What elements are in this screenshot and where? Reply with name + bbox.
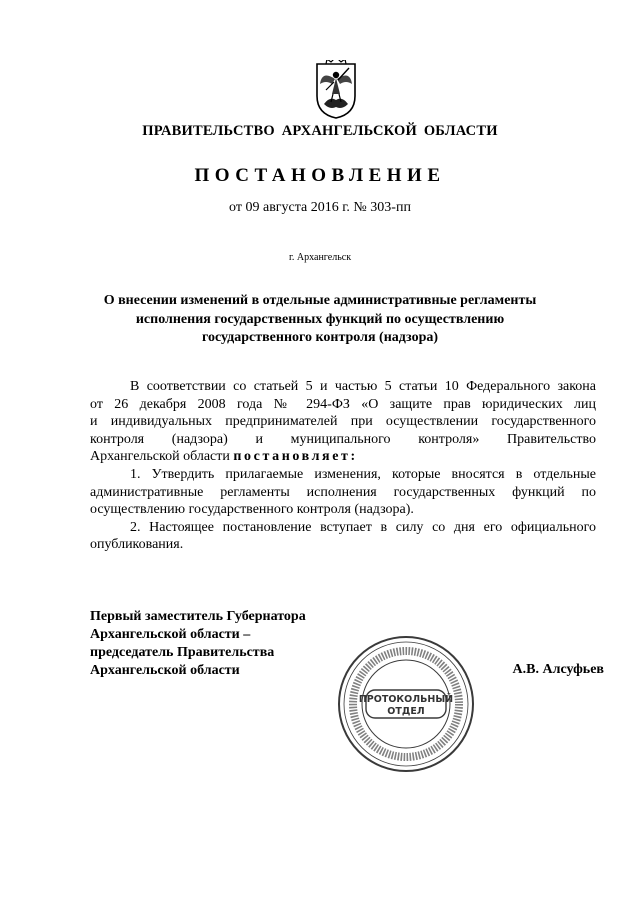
item-2: 2. Настоящее постановление вступает в силу со дня его официального опубликования. [90,519,596,553]
document-date-number: от 09 августа 2016 г. № 303-пп [229,200,411,215]
signer-position-line: председатель Правительства [90,645,275,660]
preamble-line: и индивидуальных предпринимателей при осуществлении государственного [90,414,596,430]
signer-name: А.В. Алсуфьев [512,662,604,677]
preamble-last-line [90,448,596,466]
item-1: 1. Утвердить прилагаемые изменения, которые вносятся в отдельные административные регламенты исполнения государственных функций по осуществлению государственного контроля (надзора). [90,466,596,518]
subject-line: исполнения государственных функций по осуществлению [135,311,505,327]
seal-center-line: ОТДЕЛ [387,706,425,717]
signer-position-line: Архангельской области – [90,627,251,642]
subject-line: О внесении изменений в отдельные административные регламенты [103,293,537,308]
official-seal-icon [336,634,476,774]
signer-position-line: Первый заместитель Губернатора [90,609,306,624]
preamble-line: от 26 декабря 2008 года № 294-ФЗ «О защите прав юридических лиц [90,396,596,412]
signer-position-line: Архангельской области [90,663,240,678]
subject-line: государственного контроля (надзора) [201,330,439,345]
government-name: ПРАВИТЕЛЬСТВО АРХАНГЕЛЬСКОЙ ОБЛАСТИ [142,123,498,139]
seal-center-line: ПРОТОКОЛЬНЫЙ [358,694,454,705]
preamble-prefix: Архангельской области [90,449,230,465]
document-type: ПОСТАНОВЛЕНИЕ [194,165,446,186]
resolves-colon: : [350,449,356,465]
preamble-line: В соответствии со статьей 5 и частью 5 статьи 10 Федерального закона [130,379,596,394]
coat-of-arms-icon [314,60,358,120]
signer-position [90,608,350,680]
resolves-word: постановляет [233,449,351,465]
document-city: г. Архангельск [288,252,352,263]
document-subject [90,292,550,348]
document-body [90,378,596,554]
preamble-line: контроля (надзора) и муниципального контроля» Правительство [90,431,596,447]
